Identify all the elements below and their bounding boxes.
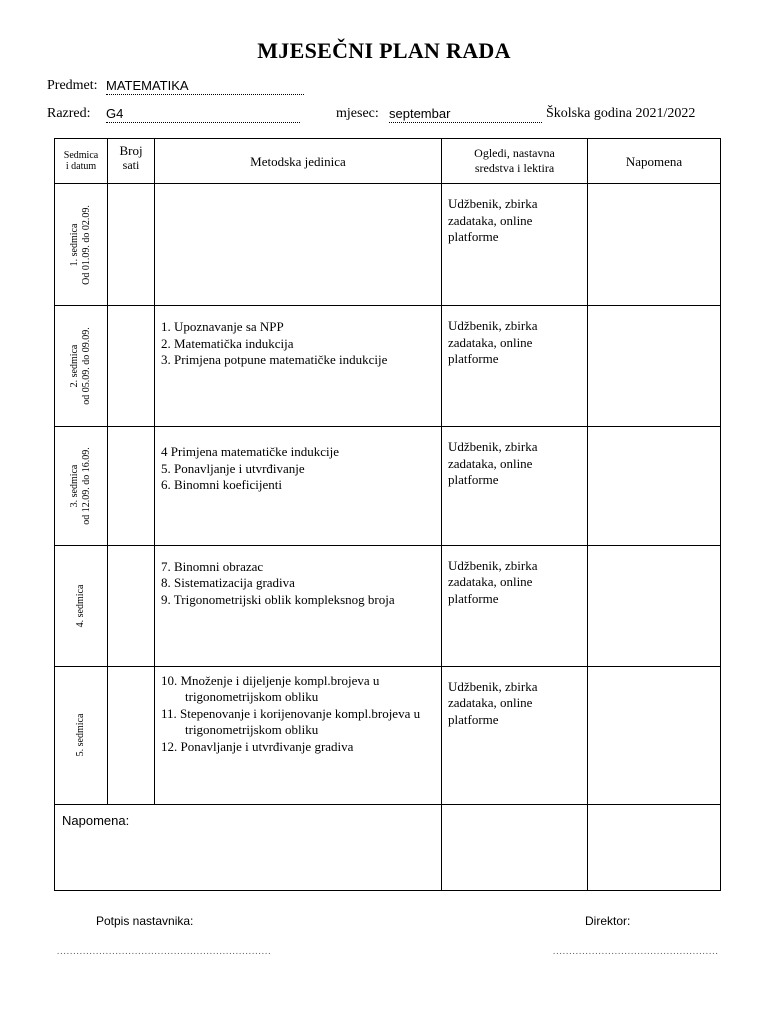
week-4-resources: Udžbenik, zbirka zadataka, online platforme <box>442 545 588 666</box>
week-1-note <box>588 184 721 306</box>
footer-resources-cell <box>442 804 588 890</box>
table-footer-row <box>55 804 721 890</box>
week-4-note <box>588 545 721 666</box>
unit-item: 6. Binomni koeficijenti <box>161 477 282 493</box>
unit-item: 7. Binomni obrazac <box>161 558 264 574</box>
unit-item: 8. Sistematizacija gradiva <box>161 575 295 591</box>
unit-item: 1. Upoznavanje sa NPP <box>161 319 284 335</box>
footer-note-label: Napomena: <box>62 812 130 828</box>
unit-item: 11. Stepenovanje i korijenovanje kompl.brojeva u trigonometrijskom obliku <box>161 705 421 738</box>
week-4-units <box>155 545 442 666</box>
week-4-label: 4. sedmica <box>55 545 108 666</box>
table-row <box>55 306 721 427</box>
month-value: septembar <box>389 106 542 123</box>
week-3-note <box>588 427 721 545</box>
unit-item: 10. Množenje i dijeljenje kompl.brojeva u trigonometrijskom obliku <box>161 672 380 705</box>
director-signature-line: ................................................... <box>553 946 719 956</box>
week-2-resources: Udžbenik, zbirka zadataka, online platforme <box>442 306 588 427</box>
week-1-label: 1. sedmica Od 01.09. do 02.09. <box>55 184 108 306</box>
director-signature-label: Direktor: <box>585 914 631 928</box>
subject-label: Predmet: <box>47 78 98 93</box>
week-5-label: 5. sedmica <box>55 666 108 804</box>
unit-item: 3. Primjena potpune matematičke indukcije <box>161 352 388 368</box>
week-2-hours <box>108 306 155 427</box>
footer-note-extra-cell <box>588 804 721 890</box>
unit-item: 5. Ponavljanje i utvrđivanje <box>161 460 305 476</box>
week-5-hours <box>108 666 155 804</box>
header-hours: Broj sati <box>108 139 155 184</box>
header-note: Napomena <box>588 139 721 184</box>
page-title: MJESEČNI PLAN RADA <box>257 38 511 63</box>
unit-item: 4 Primjena matematičke indukcije <box>161 444 339 460</box>
class-label: Razred: <box>47 106 91 121</box>
plan-table <box>54 138 721 891</box>
week-1-hours <box>108 184 155 306</box>
unit-item: 12. Ponavljanje i utvrđivanje gradiva <box>161 738 354 754</box>
header-resources: Ogledi, nastavna sredstva i lektira <box>442 139 588 184</box>
week-2-units <box>155 306 442 427</box>
week-1-units <box>155 184 442 306</box>
unit-item: 9. Trigonometrijski oblik kompleksnog broja <box>161 591 395 607</box>
teacher-signature-line: .................................................................. <box>57 946 272 956</box>
week-3-hours <box>108 427 155 545</box>
header-week: Sedmica i datum <box>55 139 108 184</box>
table-row <box>55 184 721 306</box>
table-row <box>55 666 721 804</box>
footer-note-cell <box>55 804 442 890</box>
school-year: Školska godina 2021/2022 <box>546 106 696 121</box>
unit-item: 2. Matematička indukcija <box>161 335 294 351</box>
week-5-resources: Udžbenik, zbirka zadataka, online platforme <box>442 666 588 804</box>
week-5-units <box>155 666 442 804</box>
week-2-label: 2. sedmica od 05.09. do 09.09. <box>55 306 108 427</box>
week-3-units <box>155 427 442 545</box>
week-3-resources: Udžbenik, zbirka zadataka, online platforme <box>442 427 588 545</box>
teacher-signature-label: Potpis nastavnika: <box>96 914 194 928</box>
week-4-hours <box>108 545 155 666</box>
header-unit: Metodska jedinica <box>155 139 442 184</box>
class-value: G4 <box>106 106 300 123</box>
table-row <box>55 427 721 545</box>
week-1-resources: Udžbenik, zbirka zadataka, online platforme <box>442 184 588 306</box>
subject-value: MATEMATIKA <box>106 78 304 95</box>
week-5-note <box>588 666 721 804</box>
table-header-row <box>55 139 721 184</box>
month-label: mjesec: <box>336 106 379 121</box>
week-3-label: 3. sedmica od 12.09. do 16.09. <box>55 427 108 545</box>
table-row <box>55 545 721 666</box>
week-2-note <box>588 306 721 427</box>
